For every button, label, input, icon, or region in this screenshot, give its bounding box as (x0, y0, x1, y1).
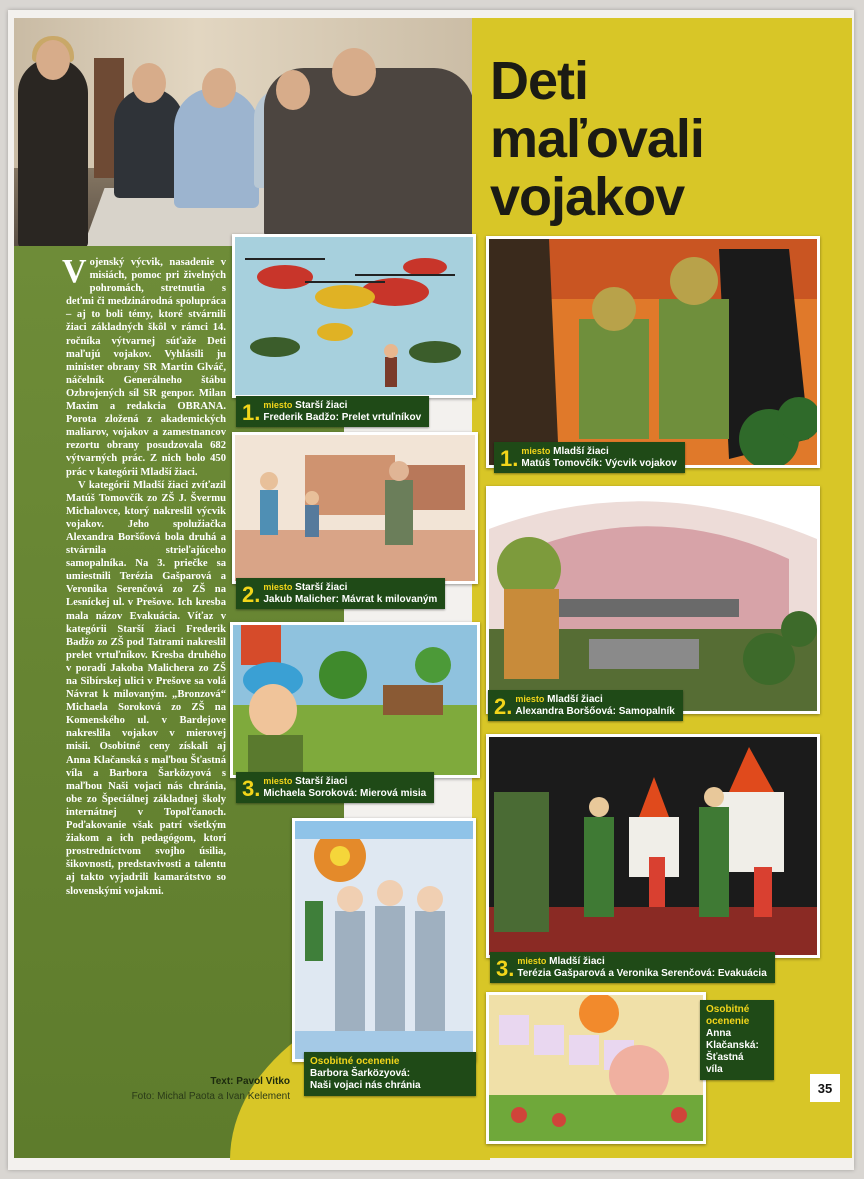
title-line: vojakov (490, 167, 685, 227)
caption-3-older (236, 772, 434, 803)
title-line: maľovali (490, 109, 704, 169)
text-credit: Text: Pavol Vitko (210, 1076, 290, 1087)
special-work-title: víla (706, 1064, 723, 1075)
category-label: Mladší žiaci (553, 446, 609, 457)
drawing-soldiers-protect (292, 818, 476, 1062)
caption-special-b (700, 1000, 774, 1080)
article-body (62, 253, 226, 898)
category-label: Mladší žiaci (549, 956, 605, 967)
place-label: miesto (515, 694, 545, 704)
place-label: miesto (517, 956, 547, 966)
credits (100, 1074, 290, 1104)
place-number: 1. (242, 400, 261, 425)
winner-text: Michaela Soroková: Mierová misia (263, 788, 427, 799)
special-winner: Anna (706, 1028, 731, 1039)
jury-photo (14, 18, 472, 246)
place-number: 3. (242, 776, 261, 801)
caption-1-younger (494, 442, 685, 473)
special-label: Osobitné ocenenie (310, 1056, 400, 1067)
category-label: Starší žiaci (295, 776, 348, 787)
paragraph-text: ojenský výcvik, nasadenie v misiách, pomoc pri živelných pohromách, stretnutia s deťmi či medzinárodná spolupráca – aj to boli témy, ktoré stvárnili žiaci základných škôl v rámci 14. ročníka výtvarnej súťaže Deti maľujú vojakov. Vyhlásili ju minister obrany SR Martin Glváč, náčelník Generálneho štábu Ozbrojených síl SR genpor. Milan Maxim a redakcia OBRANA. Porota zložená z akademických maliarov, vojakov a zamestnancov rezortu obrany posudzovala 682 výtvarných prác. Z nich bolo 450 prác v kategórii Mladší žiaci. (66, 257, 226, 478)
drawing-gunner (486, 486, 820, 714)
title-line: Deti (490, 51, 589, 111)
article-paragraph (62, 253, 226, 479)
drawing-return-home (232, 432, 478, 584)
special-label: ocenenie (706, 1016, 750, 1027)
winner-text: Matúš Tomovčík: Výcvik vojakov (521, 458, 677, 469)
caption-2-younger (488, 690, 683, 721)
winner-text: Terézia Gašparová a Veronika Serenčová: Evakuácia (517, 968, 767, 979)
place-number: 2. (242, 582, 261, 607)
page-title (490, 52, 704, 226)
special-label: Osobitné (706, 1004, 750, 1015)
drawing-evacuation (486, 734, 820, 958)
place-number: 2. (494, 694, 513, 719)
special-winner: Barbora Šarközyová: (310, 1068, 411, 1079)
winner-text: Frederik Badžo: Prelet vrtuľníkov (263, 412, 422, 423)
special-work-title: Šťastná (706, 1052, 744, 1063)
photo-credit: Foto: Michal Paota a Ivan Kelement (131, 1091, 290, 1102)
winner-text: Jakub Malicher: Mávrat k milovaným (263, 594, 438, 605)
drawing-helicopters (232, 234, 476, 398)
caption-2-older (236, 578, 445, 609)
place-label: miesto (263, 582, 293, 592)
soldier-figure (18, 58, 88, 246)
special-winner: Klačanská: (706, 1040, 759, 1051)
caption-special-a (304, 1052, 476, 1096)
category-label: Starší žiaci (295, 400, 348, 411)
winner-text: Alexandra Boršőová: Samopalník (515, 706, 675, 717)
category-label: Starší žiaci (295, 582, 348, 593)
special-work-title: Naši vojaci nás chránia (310, 1080, 421, 1091)
drawing-peace-mission (230, 622, 480, 778)
article-paragraph: V kategórii Mladší žiaci zvíťazil Matúš Tomovčík zo ZŠ J. Švermu Michalovce, ktorý nakreslil výcvik vojakov. Jeho spolužiačka Alexandra Boršőová bola druhá a stvárnila strieľajúceho samopalníka. Na 3. priečke sa umiestnili Terézia Gašparová a Veronika Serenčová zo ZŠ na Lesníckej ul. v Prešove. Ich kresba mala názov Evakuácia. Víťaz v kategórii Starší žiaci Frederik Badžo zo ZŠ pod Tatrami nakreslil prelet vrtuľníkov. Kresba druhého v poradí Jakoba Malichera zo ZŠ na Sibírskej ulici v Prešove sa volá Návrat k milovaným. „Bronzová“ Michaela Soroková zo ZŠ na Komenského ul. v Bardejove nakreslila vojakov v mierovej misii. Osobitné ceny získali aj Anna Klačanská s maľbou Šťastná víla a Barbora Šarközyová s maľbou Naši vojaci nás chránia, obe zo Špeciálnej základnej školy internátnej v Topoľčanoch. Poďakovanie však patrí všetkým žiakom a ich pedagógom, ktorí prostredníctvom svojho úsilia, šikovnosti, predstavivosti a talentu aj takto vyjadrili kamarátstvo so slovenskými vojakmi. (66, 479, 226, 897)
caption-1-older (236, 396, 429, 427)
place-label: miesto (263, 776, 293, 786)
place-label: miesto (263, 400, 293, 410)
drop-cap: V (62, 253, 87, 290)
place-label: miesto (521, 446, 551, 456)
category-label: Mladší žiaci (547, 694, 603, 705)
place-number: 3. (496, 956, 515, 981)
page-number: 35 (810, 1074, 840, 1102)
drawing-soldier-training (486, 236, 820, 471)
drawing-happy-fairy (486, 992, 706, 1144)
place-number: 1. (500, 446, 519, 471)
caption-3-younger (490, 952, 775, 983)
